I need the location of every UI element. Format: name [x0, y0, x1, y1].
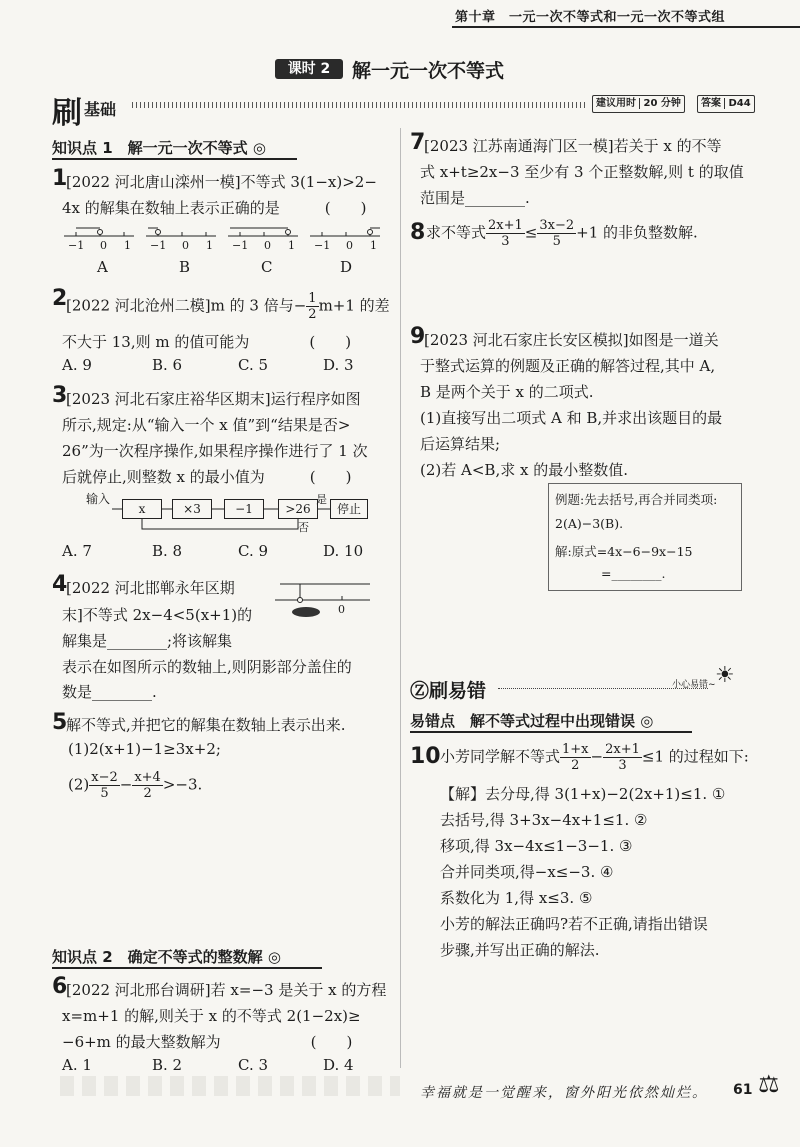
q9-line3: B 是两个关于 x 的二项式.: [420, 383, 594, 401]
q7-line1: [2023 江苏南通海门区一模]若关于 x 的不等: [424, 137, 722, 155]
question-3-number: 3: [52, 383, 68, 408]
q1-option-a[interactable]: A: [97, 258, 108, 276]
q4-line2: 末]不等式 2x−4<5(x+1)的: [62, 606, 253, 624]
compass-icon: ⚖: [758, 1070, 780, 1098]
q4-line4: 表示在如图所示的数轴上,则阴影部分盖住的: [62, 658, 352, 676]
q10-step3: 移项,得 3x−4x≤1−3−1. ③: [440, 837, 633, 855]
q10-step2: 去括号,得 3+3x−4x+1≤1. ②: [440, 811, 648, 829]
answer-label: 答案: [701, 98, 721, 109]
q6-option-c[interactable]: C. 3: [238, 1056, 269, 1074]
question-5-number: 5: [52, 710, 68, 735]
question-6-number: 6: [52, 974, 68, 999]
q9-line5: 后运算结果;: [420, 435, 501, 453]
q10-question-2: 步骤,并写出正确的解法.: [440, 941, 600, 959]
q3-line1: [2023 河北石家庄裕华区期末]运行程序如图: [66, 390, 361, 408]
target-icon: ◎: [267, 948, 281, 966]
q8-line1: 求不等式 $\frac{2x+1}{3}$ ≤ $\frac{3x-2}{5}$ +1 的非负整数解.: [426, 218, 698, 249]
q3-option-c[interactable]: C. 9: [238, 542, 269, 560]
q6-line2: x=m+1 的解,则关于 x 的不等式 2(1−2x)≥: [62, 1007, 361, 1025]
example-line2: 2(A)−3(B).: [555, 516, 624, 531]
target-icon: ◎: [640, 712, 654, 730]
error-point-underline: [410, 731, 692, 733]
q1-line2: 4x 的解集在数轴上表示正确的是 ( ): [62, 199, 367, 217]
target-icon: ◎: [252, 139, 266, 157]
example-line3: 解:原式=4x−6−9x−15: [555, 544, 693, 559]
q10-step4: 合并同类项,得−x≤−3. ④: [440, 863, 614, 881]
error-tagline: 小心易错~: [672, 680, 716, 690]
knowledge-point-1: 知识点 1 解一元一次不等式 ◎: [52, 139, 266, 157]
error-point: 易错点 解不等式过程中出现错误 ◎: [410, 712, 654, 730]
q6-line3: −6+m 的最大整数解为 ( ): [62, 1033, 353, 1051]
q2-line1: [2022 河北沧州二模]m 的 3 倍与− $\frac{1}{2}$ m+1 的差: [66, 291, 390, 322]
example-box: [548, 483, 742, 591]
q9-line6: (2)若 A<B,求 x 的最小整数值.: [420, 461, 628, 479]
q2-option-d[interactable]: D. 3: [323, 356, 354, 374]
q4-zero-label: 0: [338, 603, 345, 616]
time-tag: [592, 95, 685, 113]
error-section-icon: Ⓩ: [410, 680, 430, 702]
q3-option-b[interactable]: B. 8: [152, 542, 183, 560]
q1-line1: [2022 河北唐山滦州一模]不等式 3(1−x)>2−: [66, 173, 377, 191]
q5-line1: 解不等式,并把它的解集在数轴上表示出来.: [66, 716, 346, 734]
time-value: 20 分钟: [639, 98, 680, 109]
flow-yes-label: 是: [316, 493, 327, 506]
q3-option-d[interactable]: D. 10: [323, 542, 364, 560]
q5-part1: (1)2(x+1)−1≥3x+2;: [68, 740, 221, 758]
flow-no-label: 否: [298, 521, 309, 534]
dotted-rule: [132, 102, 587, 108]
q9-line2: 于整式运算的例题及正确的解答过程,其中 A,: [420, 357, 716, 375]
q3-line2: 所示,规定:从“输入一个 x 值”到“结果是否>: [62, 416, 351, 434]
flow-box-x: x: [122, 499, 162, 519]
q5-part2: (2) $\frac{x-2}{5}$ − $\frac{x+4}{2}$ >−3.: [68, 770, 203, 801]
knowledge-point-2: 知识点 2 确定不等式的整数解 ◎: [52, 948, 281, 966]
flow-input-label: 输入: [86, 492, 111, 506]
answer-value: D44: [724, 98, 750, 109]
q2-option-b[interactable]: B. 6: [152, 356, 183, 374]
header-rule: [452, 26, 800, 28]
q9-line4: (1)直接写出二项式 A 和 B,并求出该题目的最: [420, 409, 723, 427]
q2-option-c[interactable]: C. 5: [238, 356, 269, 374]
q6-option-d[interactable]: D. 4: [323, 1056, 354, 1074]
kp2-underline: [52, 967, 322, 969]
q4-line5: 数是________.: [62, 683, 157, 701]
q1-option-b[interactable]: B: [179, 258, 191, 276]
q3-option-a[interactable]: A. 7: [62, 542, 92, 560]
question-7-number: 7: [410, 130, 426, 155]
q3-line4: 后就停止,则整数 x 的最小值为 ( ): [62, 468, 352, 486]
q10-step5: 系数化为 1,得 x≤3. ⑤: [440, 889, 593, 907]
section-subtitle: 基础: [84, 100, 117, 119]
flow-box-stop: 停止: [330, 499, 368, 519]
question-10-number: 10: [410, 744, 441, 769]
question-8-number: 8: [410, 220, 426, 245]
q10-question-1: 小芳的解法正确吗?若不正确,请指出错误: [440, 915, 708, 933]
time-label: 建议用时: [596, 98, 636, 109]
kp1-underline: [52, 158, 297, 160]
page-number: 61: [733, 1082, 753, 1098]
error-section-title: Ⓩ刷易错: [410, 680, 487, 702]
q10-line1: 小芳同学解不等式 $\frac{1+x}{2}$ − $\frac{2x+1}{3}$ ≤1 的过程如下:: [440, 742, 749, 773]
example-line1: 例题:先去括号,再合并同类项:: [555, 492, 718, 507]
q2-line2: 不大于 13,则 m 的值可能为 ( ): [62, 333, 352, 351]
q1-option-c[interactable]: C: [261, 258, 273, 276]
q6-option-b[interactable]: B. 2: [152, 1056, 183, 1074]
sun-icon: ☀: [715, 663, 735, 688]
footer-motto: 幸福就是一觉醒来，窗外阳光依然灿烂。: [420, 1085, 708, 1101]
q10-step1: 【解】去分母,得 3(1+x)−2(2x+1)≤1. ①: [440, 785, 726, 803]
q6-option-a[interactable]: A. 1: [62, 1056, 92, 1074]
column-divider: [400, 128, 401, 1068]
q4-line1: [2022 河北邯郸永年区期: [66, 579, 235, 597]
flow-box-minus1: −1: [224, 499, 264, 519]
q6-line1: [2022 河北邢台调研]若 x=−3 是关于 x 的方程: [66, 981, 387, 999]
question-4-number: 4: [52, 572, 68, 597]
q7-line2: 式 x+t≥2x−3 至少有 3 个正整数解,则 t 的取值: [420, 163, 744, 181]
question-1-number: 1: [52, 166, 68, 191]
chapter-header: 第十章 一元一次不等式和一元一次不等式组: [455, 10, 726, 25]
question-2-number: 2: [52, 286, 68, 311]
lesson-title: 解一元一次不等式: [352, 60, 505, 82]
q3-line3: 26”为一次程序操作,如果程序操作进行了 1 次: [62, 442, 368, 460]
q2-option-a[interactable]: A. 9: [62, 356, 92, 374]
q4-line3: 解集是________;将该解集: [62, 632, 233, 650]
flow-box-times3: ×3: [172, 499, 212, 519]
answer-tag: [697, 95, 755, 113]
q4-number-line: [270, 578, 380, 618]
q9-line1: [2023 河北石家庄长安区模拟]如图是一道关: [424, 331, 719, 349]
q1-option-d[interactable]: D: [340, 258, 353, 276]
example-line4: =________.: [601, 566, 666, 581]
question-9-number: 9: [410, 324, 426, 349]
bottom-decoration: [60, 1076, 400, 1096]
lesson-tag: 课时 2: [275, 59, 343, 79]
q7-line3: 范围是________.: [420, 189, 530, 207]
flow-box-gt26: >26: [278, 499, 318, 519]
section-logo: 刷: [52, 96, 82, 131]
